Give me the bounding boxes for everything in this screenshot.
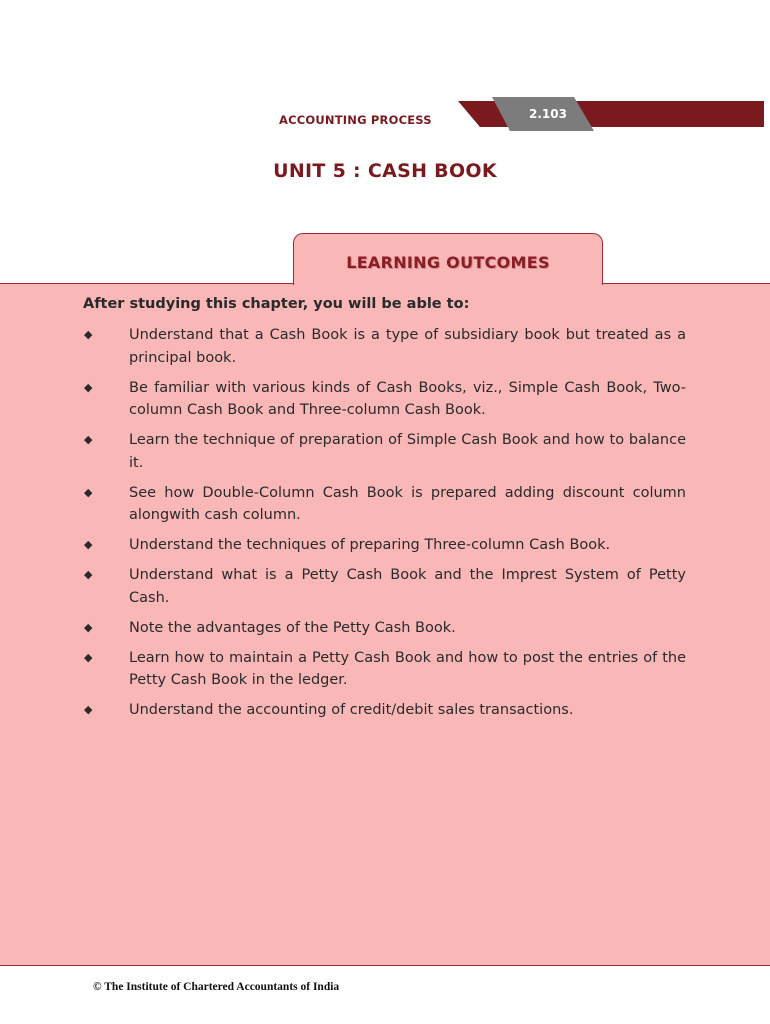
page-number: 2.103 bbox=[529, 107, 567, 121]
list-item-text: Understand the accounting of credit/debit sales transactions. bbox=[129, 702, 574, 718]
list-item bbox=[0, 429, 686, 474]
list-item bbox=[0, 377, 686, 422]
list-item bbox=[0, 647, 686, 692]
learning-outcomes-tab bbox=[293, 233, 603, 285]
diamond-bullet-icon: ◆ bbox=[84, 538, 93, 551]
diamond-bullet-icon: ◆ bbox=[84, 328, 93, 341]
list-item bbox=[0, 482, 686, 527]
list-item-text: Be familiar with various kinds of Cash Books, viz., Simple Cash Book, Two-column Cash Book and Three-column Cash Book. bbox=[129, 379, 686, 418]
diamond-bullet-icon: ◆ bbox=[84, 650, 93, 664]
list-item-text: Understand what is a Petty Cash Book and the Imprest System of Petty Cash. bbox=[129, 567, 686, 606]
list-item bbox=[0, 534, 686, 557]
learning-outcomes-panel bbox=[0, 283, 770, 966]
outcomes-intro: After studying this chapter, you will be able to: bbox=[83, 296, 470, 312]
list-item bbox=[0, 699, 686, 722]
unit-title: UNIT 5 : CASH BOOK bbox=[273, 160, 497, 182]
list-item-text: Learn the technique of preparation of Simple Cash Book and how to balance it. bbox=[129, 432, 686, 471]
list-item-text: See how Double-Column Cash Book is prepared adding discount column alongwith cash column. bbox=[129, 484, 686, 523]
diamond-bullet-icon: ◆ bbox=[84, 703, 93, 716]
copyright-footer: © The Institute of Chartered Accountants of India bbox=[93, 981, 340, 993]
section-label: ACCOUNTING PROCESS bbox=[279, 113, 432, 127]
diamond-bullet-icon: ◆ bbox=[84, 433, 93, 446]
list-item bbox=[0, 617, 686, 640]
diamond-bullet-icon: ◆ bbox=[84, 380, 93, 394]
list-item bbox=[0, 564, 686, 609]
diamond-bullet-icon: ◆ bbox=[84, 568, 93, 581]
list-item-text: Understand that a Cash Book is a type of subsidiary book but treated as a principal book. bbox=[129, 327, 686, 366]
list-item-text: Learn how to maintain a Petty Cash Book and how to post the entries of the Petty Cash Book in the ledger. bbox=[129, 649, 686, 688]
diamond-bullet-icon: ◆ bbox=[84, 485, 93, 499]
list-item-text: Understand the techniques of preparing Three-column Cash Book. bbox=[129, 537, 611, 553]
diamond-bullet-icon: ◆ bbox=[84, 620, 93, 634]
outcomes-list bbox=[0, 324, 770, 729]
list-item-text: Note the advantages of the Petty Cash Book. bbox=[129, 619, 456, 636]
learning-outcomes-title: LEARNING OUTCOMES bbox=[346, 253, 550, 272]
list-item bbox=[0, 324, 686, 369]
